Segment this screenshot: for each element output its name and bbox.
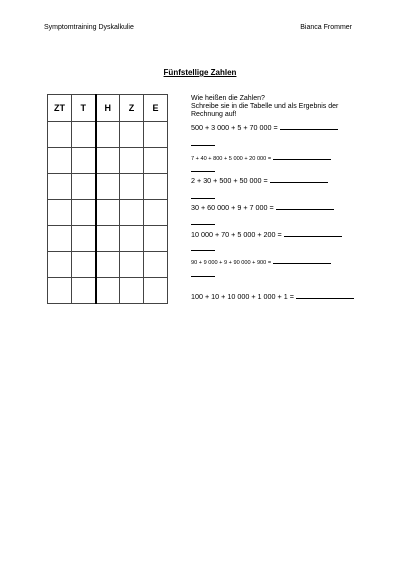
instructions: [191, 95, 381, 119]
cell[interactable]: [72, 148, 96, 174]
header-right: Bianca Frommer: [300, 24, 352, 31]
cell[interactable]: [120, 148, 144, 174]
page-title: Fünfstellige Zahlen: [163, 68, 237, 77]
cell[interactable]: [144, 174, 168, 200]
cell[interactable]: [120, 174, 144, 200]
header-zt: ZT: [48, 95, 72, 122]
cell[interactable]: [144, 200, 168, 226]
task-6: [191, 256, 331, 266]
table-row: [48, 122, 168, 148]
cell[interactable]: [120, 252, 144, 278]
task-5: [191, 229, 342, 239]
answer-continuation-line[interactable]: [191, 197, 215, 199]
table-row: [48, 278, 168, 304]
task-4: [191, 202, 334, 212]
answer-continuation-line[interactable]: [191, 144, 215, 146]
cell[interactable]: [72, 278, 96, 304]
header-left: Symptomtraining Dyskalkulie: [44, 24, 134, 31]
cell[interactable]: [144, 226, 168, 252]
task-text: 100 + 10 + 10 000 + 1 000 + 1 =: [191, 292, 294, 301]
cell[interactable]: [72, 122, 96, 148]
answer-continuation-line[interactable]: [191, 249, 215, 251]
cell[interactable]: [72, 252, 96, 278]
task-1: [191, 122, 338, 132]
answer-line[interactable]: [296, 291, 354, 299]
task-panel: [191, 95, 381, 301]
cell[interactable]: [120, 122, 144, 148]
cell[interactable]: [144, 278, 168, 304]
cell[interactable]: [96, 200, 120, 226]
header-h: H: [96, 95, 120, 122]
instruction-line: Wie heißen die Zahlen?: [191, 95, 265, 102]
cell[interactable]: [96, 278, 120, 304]
task-text: 2 + 30 + 500 + 50 000 =: [191, 176, 268, 185]
table-row: [48, 174, 168, 200]
table-row: [48, 226, 168, 252]
cell[interactable]: [144, 252, 168, 278]
cell[interactable]: [48, 174, 72, 200]
cell[interactable]: [48, 252, 72, 278]
cell[interactable]: [144, 122, 168, 148]
header-z: Z: [120, 95, 144, 122]
task-3: [191, 175, 328, 185]
instruction-line: Rechnung auf!: [191, 111, 237, 118]
cell[interactable]: [72, 174, 96, 200]
cell[interactable]: [72, 226, 96, 252]
cell[interactable]: [48, 148, 72, 174]
cell[interactable]: [120, 200, 144, 226]
answer-continuation-line[interactable]: [191, 170, 215, 172]
cell[interactable]: [96, 122, 120, 148]
place-value-table: [47, 94, 168, 304]
cell[interactable]: [48, 122, 72, 148]
header-e: E: [144, 95, 168, 122]
task-text: 10 000 + 70 + 5 000 + 200 =: [191, 230, 282, 239]
table-row: [48, 148, 168, 174]
task-2: [191, 152, 331, 162]
cell[interactable]: [48, 200, 72, 226]
task-text: 500 + 3 000 + 5 + 70 000 =: [191, 123, 278, 132]
task-text: 30 + 60 000 + 9 + 7 000 =: [191, 203, 274, 212]
cell[interactable]: [120, 226, 144, 252]
answer-line[interactable]: [280, 122, 338, 130]
cell[interactable]: [96, 252, 120, 278]
task-text: 90 + 9 000 + 9 + 90 000 + 900 =: [191, 260, 272, 266]
table-row: [48, 252, 168, 278]
table-row: [48, 200, 168, 226]
instruction-line: Schreibe sie in die Tabelle und als Ergebnis der: [191, 103, 339, 110]
cell[interactable]: [72, 200, 96, 226]
header-t: T: [72, 95, 96, 122]
answer-line[interactable]: [273, 256, 331, 264]
task-7: [191, 291, 354, 301]
answer-continuation-line[interactable]: [191, 275, 215, 277]
cell[interactable]: [96, 174, 120, 200]
cell[interactable]: [96, 226, 120, 252]
answer-continuation-line[interactable]: [191, 223, 215, 225]
cell[interactable]: [144, 148, 168, 174]
task-text: 7 + 40 + 800 + 5 000 + 20 000 =: [191, 156, 272, 162]
cell[interactable]: [96, 148, 120, 174]
cell[interactable]: [48, 226, 72, 252]
answer-line[interactable]: [270, 175, 328, 183]
answer-line[interactable]: [273, 152, 331, 160]
answer-line[interactable]: [284, 229, 342, 237]
cell[interactable]: [120, 278, 144, 304]
answer-line[interactable]: [276, 202, 334, 210]
cell[interactable]: [48, 278, 72, 304]
